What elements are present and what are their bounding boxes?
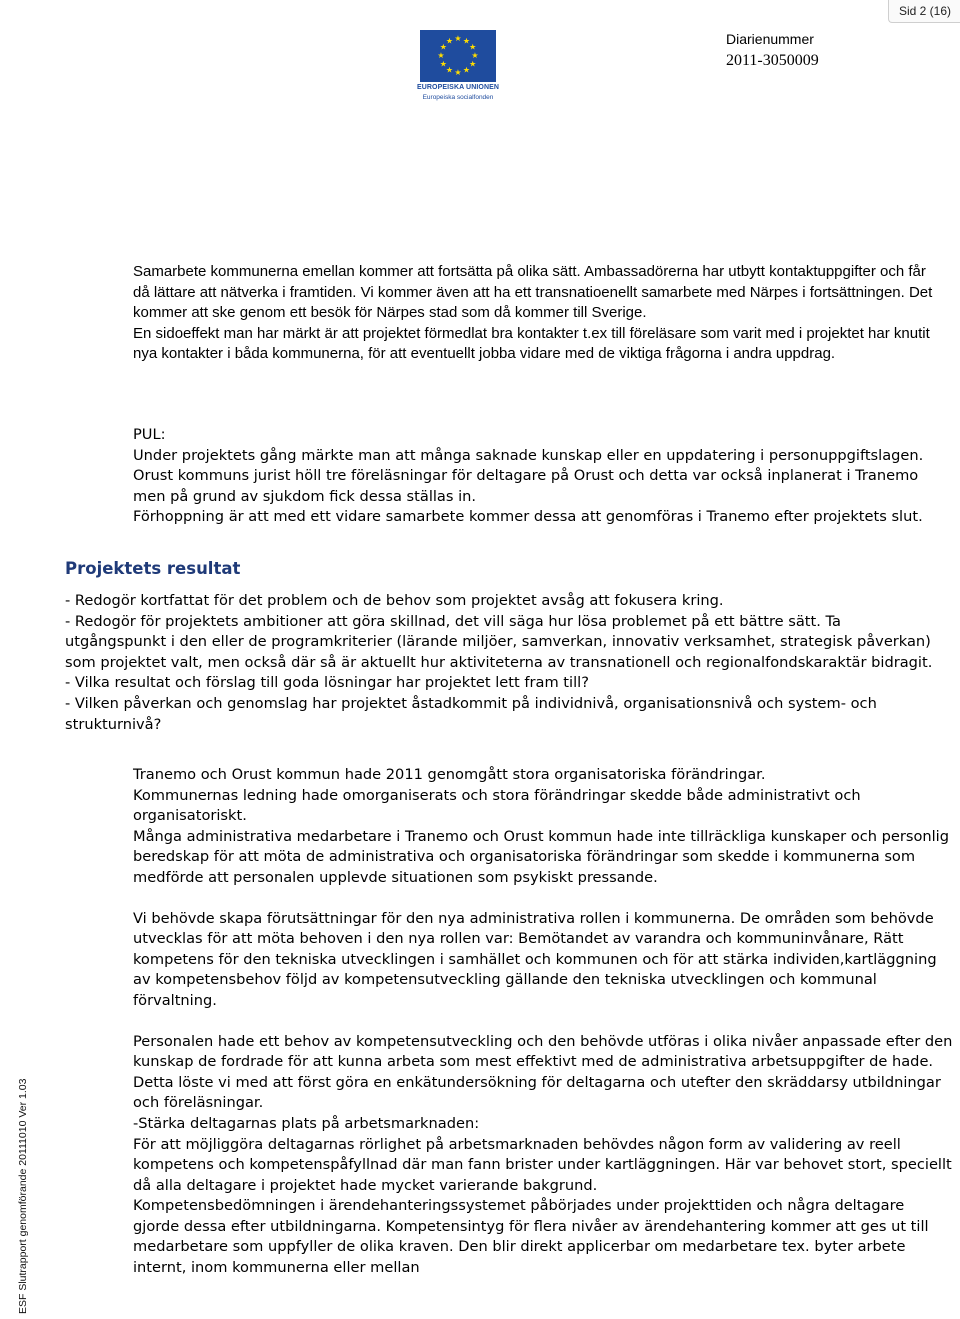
pul-paragraph-1: Under projektets gång märkte man att många saknade kunskap eller en uppdatering i personuppgiftslagen. Orust kommuns jurist höll tre föreläsningar för deltagare på Orust och detta var också inplanerat i Tranemo men på grund av sjukdom fick dessa ställas in. (133, 446, 924, 505)
svg-text:★: ★ (462, 36, 471, 46)
answer-paragraph-1: Tranemo och Orust kommun hade 2011 genomgått stora organisatoriska förändringar. (133, 766, 766, 783)
svg-text:★: ★ (454, 68, 462, 77)
requirement-3: - Vilka resultat och förslag till goda lösningar har projektet lett fram till? (65, 674, 589, 692)
requirement-2: - Redogör för projektets ambitioner att göra skillnad, det vill säga hur lösa problemet på ett bättre sätt. Ta utgångspunkt i den eller de programkriterier (lärande miljöer, samverkan, innovativ verksamhet, strategisk påverkan) som projektet valt, men också där så är aktuellt hur aktiviteterna av transnationell och regionalfondskaraktär bidragit. (65, 612, 933, 671)
diarie-number: 2011-3050009 (726, 52, 819, 69)
side-footer-label: ESF Slutrapport genomförande 20111010 Ver 1.03 (17, 1078, 29, 1314)
answer-paragraph-4: Vi behövde skapa förutsättningar för den nya administrativa rollen i kommunerna. De områden som behövde utvecklas för att möta behoven i den nya rollen var: Bemötandet av varandra och kommuninvånare, Rätt kompetens för den tekniska utvecklingen i samhället och kommunen och för att stärka individen,kartläggning av kompetensbehov följd av kompetensutveckling gällande den tekniska utvecklingen och kommunal förvaltning. (133, 909, 937, 1009)
intro-section (133, 262, 938, 365)
pul-section (133, 425, 938, 528)
svg-text:★: ★ (439, 59, 447, 69)
answer-paragraph-5: Personalen hade ett behov av kompetensutveckling och den behövde utföras i olika nivåer anpassade efter den kunskap de fordrade för att kunna arbeta som mest effektivt med de administrativa arbetsuppgifter de hade. Detta löste vi med att först göra en enkätundersökning för deltagarna och utefter den skräddarsy utbildningar och föreläsningar. (133, 1032, 953, 1112)
svg-text:★: ★ (469, 59, 477, 69)
pul-paragraph-2: Förhoppning är att med ett vidare samarbete kommer dessa att genomföras i Tranemo efter projektets slut. (133, 508, 923, 526)
pul-label: PUL: (133, 426, 166, 443)
answer-section (133, 765, 953, 1279)
answer-paragraph-3: Många administrativa medarbetare i Tranemo och Orust kommun hade inte tillräckliga kunskaper och personlig beredskap för att möta de administrativa och organisatoriska förändringar som skedde i kommunerna som medförde att personalen upplevde situationen som psykiskt pressande. (133, 827, 950, 886)
intro-paragraph-1: Samarbete kommunerna emellan kommer att fortsätta på olika sätt. Ambassadörerna har utbytt kontaktuppgifter och får då lättare att nätverka i framtiden. Vi kommer även att ha ett transnatioenellt samarbete med Närpes i fortsättningen. Det kommer att ske genom ett besök för Närpes stad som då kommer till Sverige. (133, 263, 933, 322)
diarie-label: Diarienummer (726, 31, 814, 47)
svg-text:★: ★ (469, 42, 477, 52)
svg-text:★: ★ (462, 65, 471, 75)
section-heading: Projektets resultat (65, 559, 241, 578)
svg-text:★: ★ (437, 51, 445, 60)
svg-text:★: ★ (471, 51, 479, 60)
eu-flag-icon (420, 30, 496, 82)
intro-paragraph-2: En sidoeffekt man har märkt är att projektet förmedlat bra kontakter t.ex till föreläsare som varit med i projektet har knutit nya kontakter i båda kommunerna, för att eventuellt jobba vidare med de viktiga frågorna i andra uppdrag. (133, 324, 930, 363)
svg-text:★: ★ (445, 65, 454, 75)
answer-paragraph-7: För att möjliggöra deltagarnas rörlighet på arbetsmarknaden behövdes någon form av validering av reell kompetens och kompetenspåfyllnad där man fann brister under kartläggningen. Här var behovet stort, speciellt då alla deltagare i projektet hade mycket varierande bakgrund. (133, 1135, 952, 1194)
logo-caption-1: EUROPEISKA UNIONEN (416, 84, 500, 91)
diarie-block (726, 30, 819, 72)
requirement-4: - Vilken påverkan och genomslag har projektet åstadkommit på individnivå, organisationsnivå och system- och strukturnivå? (65, 694, 877, 733)
svg-text:★: ★ (445, 36, 454, 46)
logo-caption-2: Europeiska socialfonden (422, 94, 494, 101)
requirement-1: - Redogör kortfattat för det problem och de behov som projektet avsåg att fokusera kring. (65, 592, 724, 609)
paragraph-spacer (133, 889, 953, 909)
answer-paragraph-8: Kompetensbedömningen i ärendehanteringssystemet påbörjades under projekttiden och några deltagare gjorde dessa efter utbildningarna. Kompetensintyg för flera nivåer av ärendehantering kommer att ges ut till medarbetare som uppfyller de olika kraven. Den blir direkt applicerbar om medarbetare tex. byter arbete internt, inom kommunerna eller mellan (133, 1197, 929, 1277)
page-indicator: Sid 2 (16) (888, 0, 960, 23)
eu-esf-logo (416, 30, 500, 102)
answer-paragraph-6: -Stärka deltagarnas plats på arbetsmarknaden: (133, 1114, 480, 1132)
requirements-list (65, 591, 940, 735)
svg-text:★: ★ (439, 42, 447, 52)
svg-text:★: ★ (454, 34, 462, 43)
paragraph-spacer (133, 1012, 953, 1032)
answer-paragraph-2: Kommunernas ledning hade omorganiserats och stora förändringar skedde både administrativt och organisatoriskt. (133, 786, 861, 825)
